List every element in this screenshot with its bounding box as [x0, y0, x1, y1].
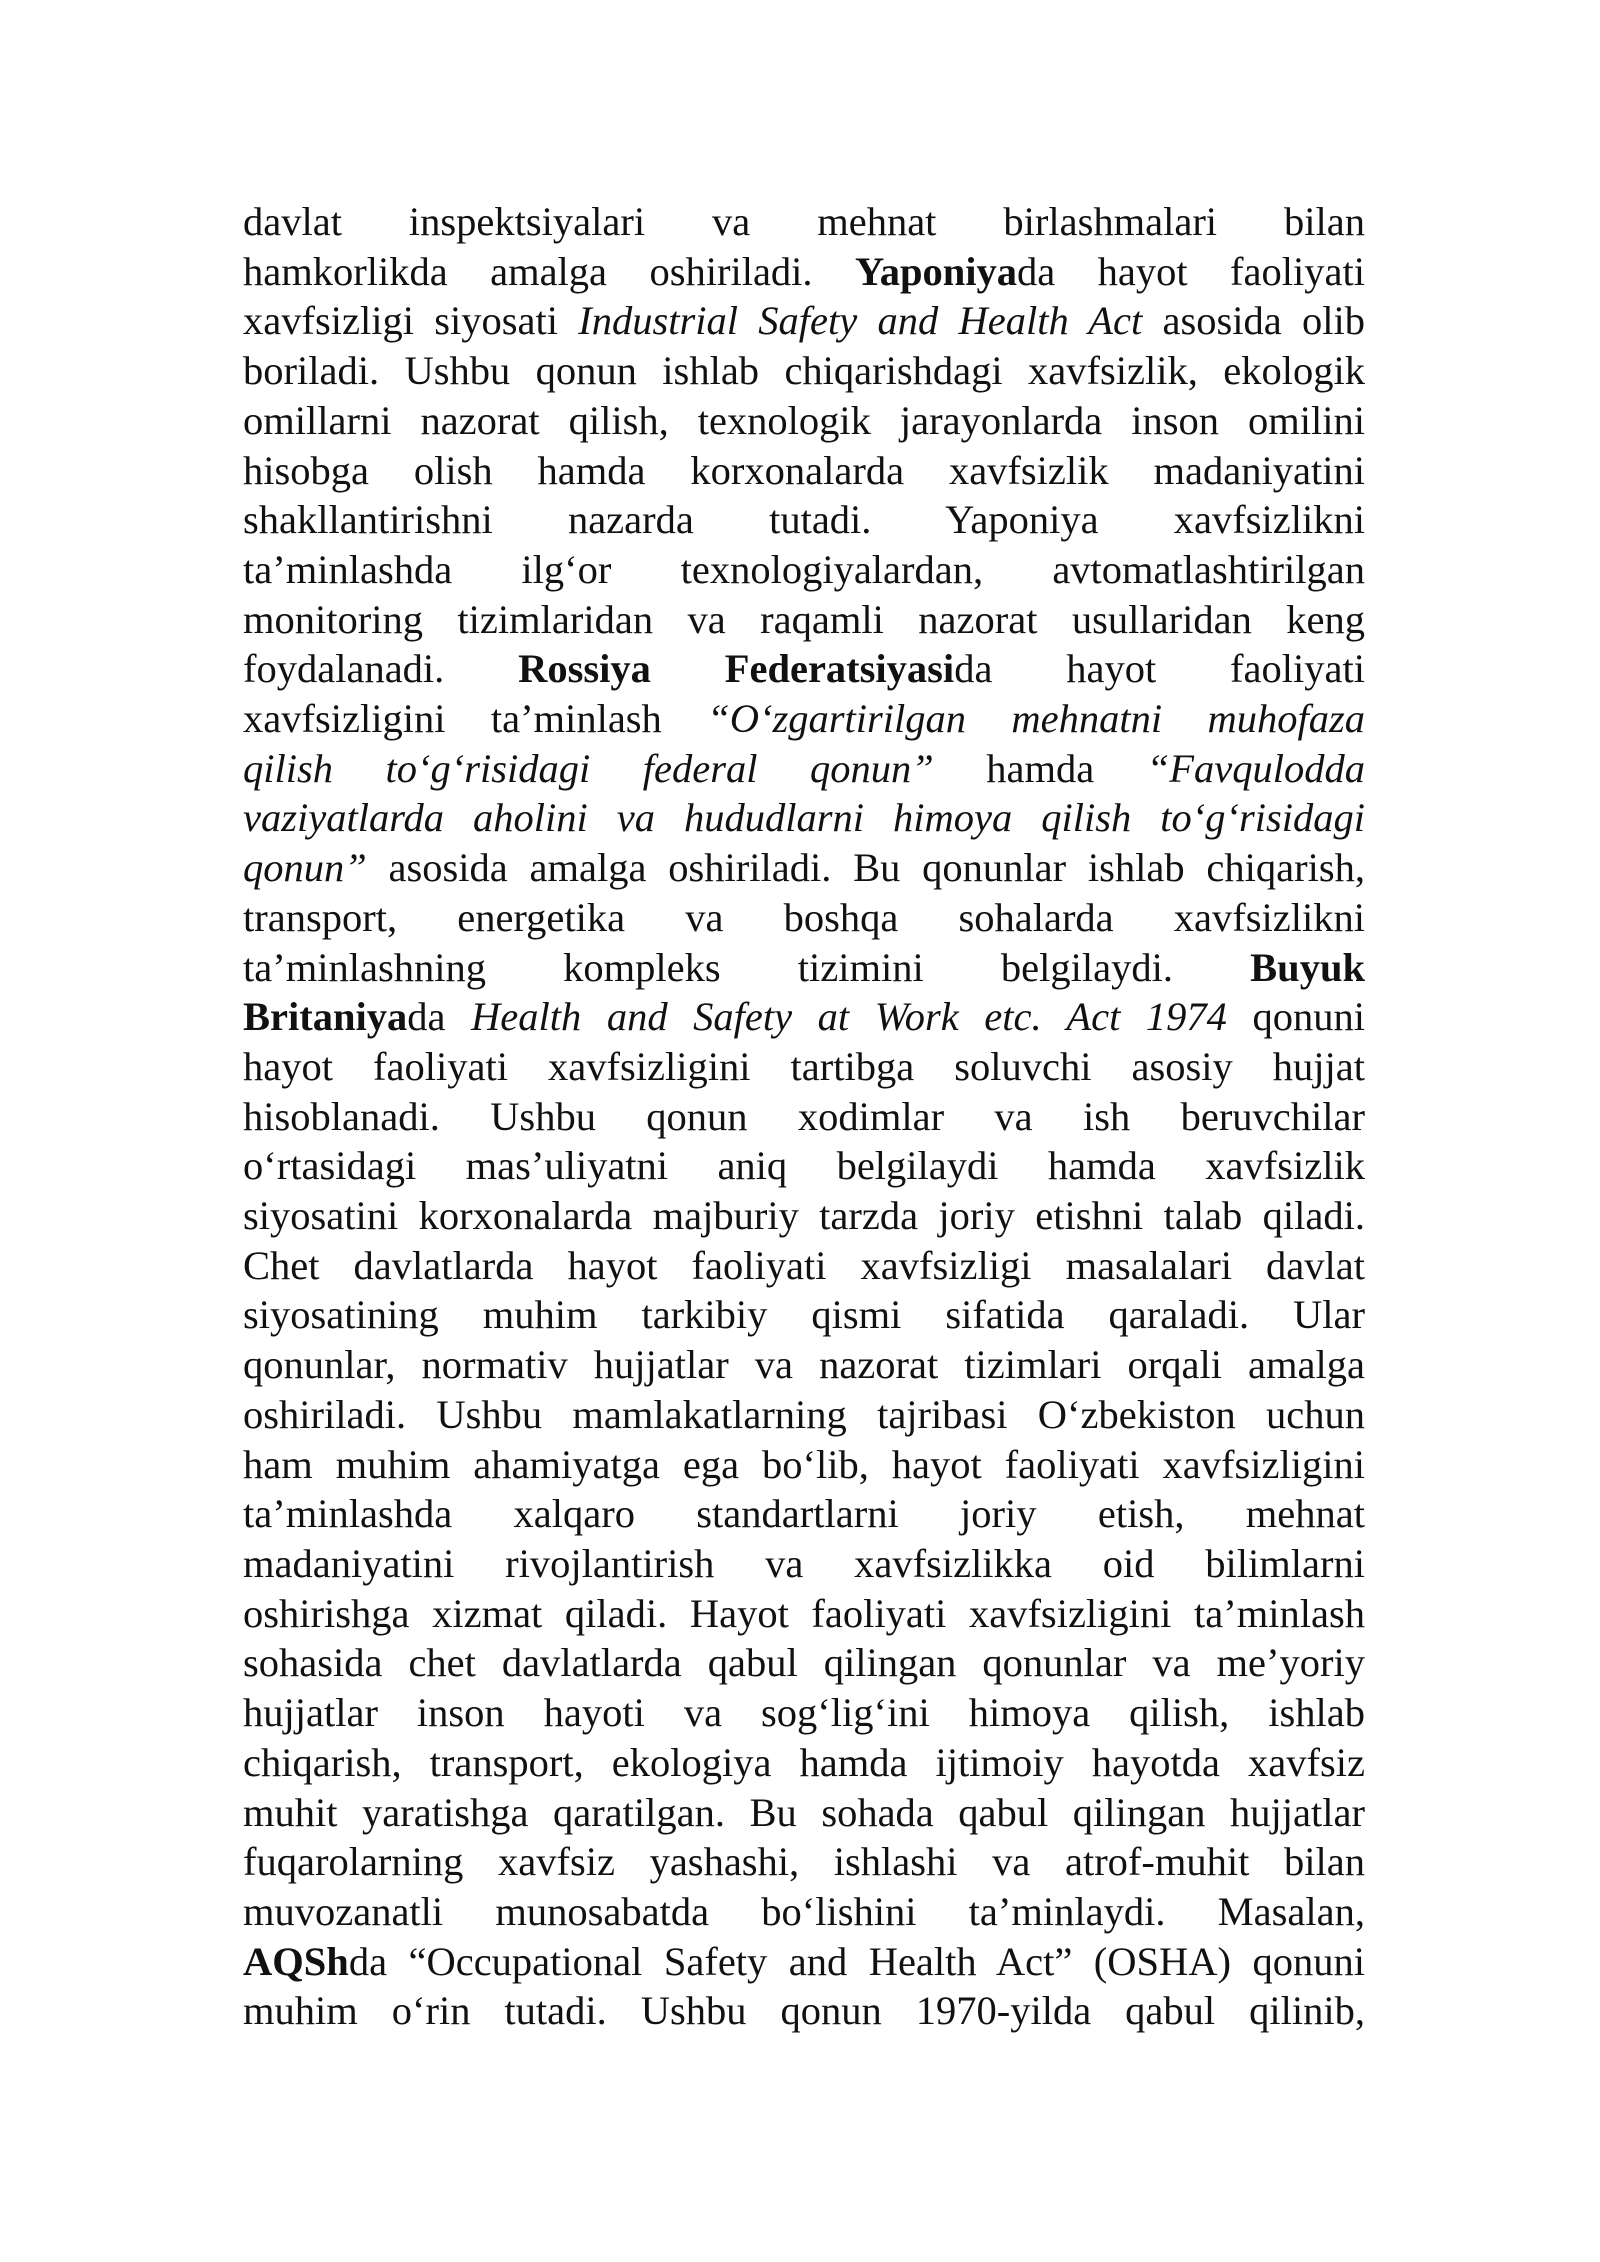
- text-line: [243, 1390, 1365, 1440]
- bold-country-name: Britaniya: [243, 994, 408, 1040]
- text-run: qonunlar, normativ hujjatlar va nazorat tizimlari orqali amalga: [243, 1342, 1365, 1388]
- text-line: [243, 1638, 1365, 1688]
- text-line: [243, 843, 1365, 893]
- text-line: [243, 595, 1365, 645]
- italic-law-title: “Favqulodda: [1146, 745, 1365, 791]
- text-line: [243, 943, 1365, 993]
- text-run: madaniyatini rivojlantirish va xavfsizlikka oid bilimlarni: [243, 1540, 1365, 1586]
- text-run: qonuni: [1226, 994, 1365, 1040]
- text-run: hisoblanadi. Ushbu qonun xodimlar va ish beruvchilar: [243, 1093, 1365, 1139]
- text-run: hisobga olish hamda korxonalarda xavfsizlik madaniyatini: [243, 447, 1365, 493]
- text-run: ta’minlashda ilg‘or texnologiyalardan, avtomatlashtirilgan: [243, 546, 1365, 592]
- bold-country-name: Buyuk: [1250, 944, 1365, 990]
- text-line: [243, 1340, 1365, 1390]
- text-line: [243, 1539, 1365, 1589]
- text-run: hamda: [933, 745, 1147, 791]
- text-run: xavfsizligi siyosati: [243, 298, 579, 344]
- text-run: hamkorlikda amalga oshiriladi.: [243, 248, 855, 294]
- text-run: muhim o‘rin tutadi. Ushbu qonun 1970-yilda qabul qilinib,: [243, 1988, 1365, 2034]
- text-line: [243, 346, 1365, 396]
- text-line: [243, 1241, 1365, 1291]
- text-run: boriladi. Ushbu qonun ishlab chiqarishdagi xavfsizlik, ekologik: [243, 348, 1365, 394]
- bold-country-name: Yaponiya: [854, 248, 1018, 294]
- text-run: ta’minlashda xalqaro standartlarni joriy etish, mehnat: [243, 1491, 1365, 1537]
- text-line: [243, 247, 1365, 297]
- text-line: [243, 644, 1365, 694]
- text-line: [243, 744, 1365, 794]
- text-run: muhit yaratishga qaratilgan. Bu sohada qabul qilingan hujjatlar: [243, 1789, 1365, 1835]
- text-run: o‘rtasidagi mas’uliyatni aniq belgilaydi hamda xavfsizlik: [243, 1143, 1365, 1189]
- text-line: [243, 1489, 1365, 1539]
- text-run: monitoring tizimlaridan va raqamli nazorat usullaridan keng: [243, 596, 1365, 642]
- text-line: [243, 1589, 1365, 1639]
- italic-law-title: Health and Safety at Work etc. Act 1974: [471, 994, 1227, 1040]
- text-line: [243, 992, 1365, 1042]
- text-run: davlat inspektsiyalari va mehnat birlashmalari bilan: [243, 199, 1365, 244]
- text-line: [243, 694, 1365, 744]
- text-line: [243, 396, 1365, 446]
- text-line: [243, 545, 1365, 595]
- text-line: [243, 1986, 1365, 2036]
- text-run: siyosatini korxonalarda majburiy tarzda joriy etishni talab qiladi.: [243, 1193, 1365, 1239]
- text-run: siyosatining muhim tarkibiy qismi sifatida qaraladi. Ular: [243, 1292, 1365, 1338]
- text-run: ta’minlashning kompleks tizimini belgilaydi.: [243, 944, 1251, 990]
- text-run: sohasida chet davlatlarda qabul qilingan qonunlar va me’yoriy: [243, 1640, 1365, 1686]
- text-line: [243, 1191, 1365, 1241]
- text-run: chiqarish, transport, ekologiya hamda ijtimoiy hayotda xavfsiz: [243, 1739, 1365, 1785]
- italic-law-title: Industrial Safety and Health Act: [578, 298, 1143, 344]
- text-run: muvozanatli munosabatda bo‘lishini ta’minlaydi. Masalan,: [243, 1888, 1365, 1934]
- text-run: da hayot faoliyati: [954, 646, 1365, 692]
- bold-country-name: AQSh: [243, 1938, 349, 1984]
- text-run: da “Occupational Safety and Health Act” (OSHA) qonuni: [348, 1938, 1365, 1984]
- text-line: [243, 495, 1365, 545]
- text-line: [243, 1290, 1365, 1340]
- text-line: [243, 1092, 1365, 1142]
- text-run: asosida amalga oshiriladi. Bu qonunlar ishlab chiqarish,: [366, 845, 1365, 891]
- italic-law-title: qonun”: [243, 845, 367, 891]
- text-line: [243, 893, 1365, 943]
- text-line: [243, 446, 1365, 496]
- text-run: shakllantirishni nazarda tutadi. Yaponiya xavfsizlikni: [243, 497, 1365, 543]
- text-line: [243, 197, 1365, 247]
- text-run: xavfsizligini ta’minlash: [243, 696, 708, 742]
- text-line: [243, 1688, 1365, 1738]
- text-line: [243, 1042, 1365, 1092]
- text-run: Chet davlatlarda hayot faoliyati xavfsizligi masalalari davlat: [243, 1242, 1365, 1288]
- italic-law-title: vaziyatlarda aholini va hududlarni himoya qilish to‘g‘risidagi: [243, 795, 1365, 841]
- text-run: da hayot faoliyati: [1017, 248, 1366, 294]
- text-line: [243, 793, 1365, 843]
- text-line: [243, 1837, 1365, 1887]
- text-line: [243, 1141, 1365, 1191]
- text-line: [243, 1887, 1365, 1937]
- text-run: hayot faoliyati xavfsizligini tartibga soluvchi asosiy hujjat: [243, 1043, 1365, 1089]
- text-run: fuqarolarning xavfsiz yashashi, ishlashi va atrof-muhit bilan: [243, 1839, 1365, 1885]
- italic-law-title: “O‘zgartirilgan mehnatni muhofaza: [707, 696, 1365, 742]
- body-text: [243, 197, 1365, 2036]
- text-run: omillarni nazorat qilish, texnologik jarayonlarda inson omilini: [243, 397, 1365, 443]
- text-line: [243, 1937, 1365, 1987]
- text-run: ham muhim ahamiyatga ega bo‘lib, hayot faoliyati xavfsizligini: [243, 1441, 1365, 1487]
- text-line: [243, 1788, 1365, 1838]
- text-run: hujjatlar inson hayoti va sog‘lig‘ini himoya qilish, ishlab: [243, 1690, 1365, 1736]
- text-line: [243, 296, 1365, 346]
- text-line: [243, 1738, 1365, 1788]
- text-run: transport, energetika va boshqa sohalarda xavfsizlikni: [243, 894, 1365, 940]
- text-run: asosida olib: [1142, 298, 1366, 344]
- text-run: foydalanadi.: [243, 646, 519, 692]
- italic-law-title: qilish to‘g‘risidagi federal qonun”: [243, 745, 934, 791]
- bold-country-name: Rossiya Federatsiyasi: [518, 646, 955, 692]
- text-run: oshiriladi. Ushbu mamlakatlarning tajribasi O‘zbekiston uchun: [243, 1391, 1365, 1437]
- text-run: da: [407, 994, 472, 1040]
- text-run: oshirishga xizmat qiladi. Hayot faoliyati xavfsizligini ta’minlash: [243, 1590, 1365, 1636]
- text-line: [243, 1440, 1365, 1490]
